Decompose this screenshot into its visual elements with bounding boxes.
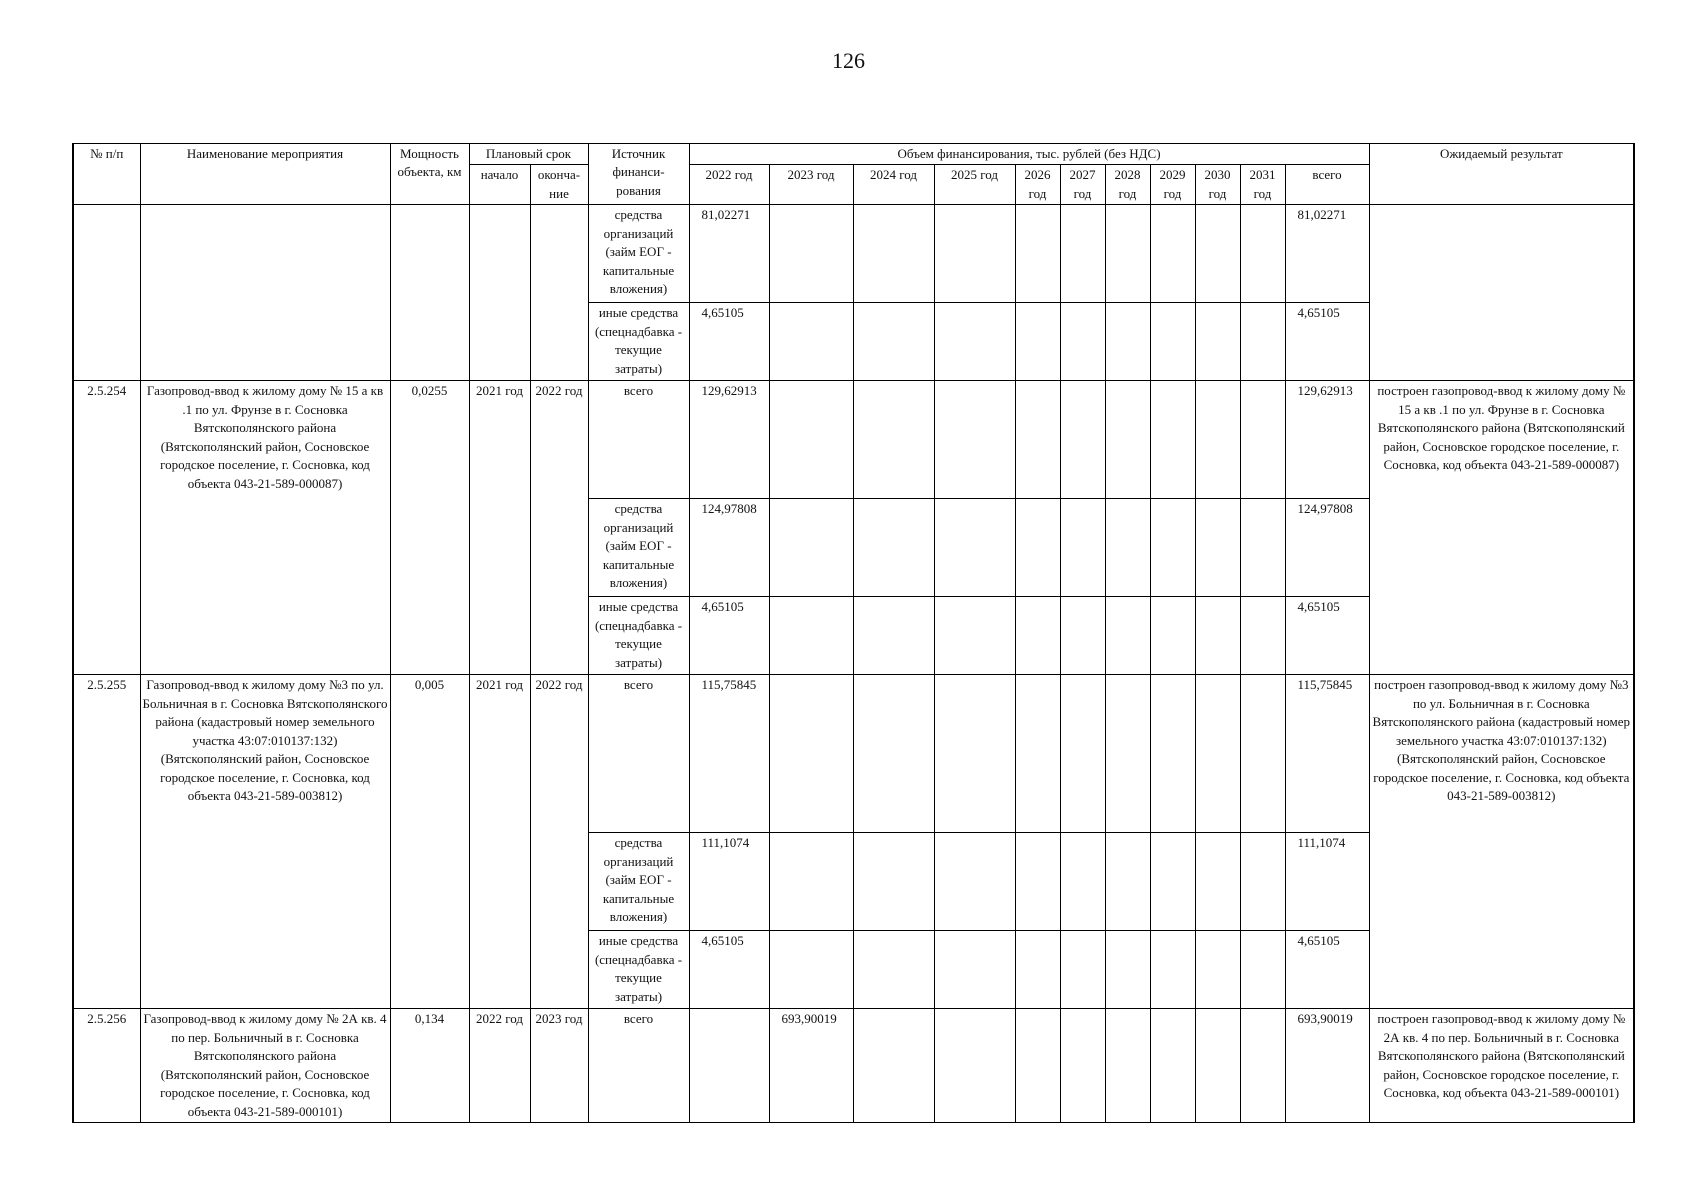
- empty-cell: [1369, 205, 1634, 381]
- col-header-end: оконча-ние: [530, 165, 588, 205]
- source-cell: иные средства (спецнадбавка - текущие затраты): [588, 931, 689, 1009]
- total-cell: 129,62913: [1285, 381, 1369, 499]
- total-cell: 4,65105: [1285, 931, 1369, 1009]
- col-header-name: Наименование мероприятия: [140, 144, 390, 205]
- col-header-year: 2026 год: [1015, 165, 1060, 205]
- item-result: построен газопровод-ввод к жилому дому №3 по ул. Больничная в г. Сосновка Вятскополянского района (кадастровый номер земельного участка 43:07:010137:132) (Вятскополянский район, Сосновское городское поселение, г. Сосновка, код объекта 043-21-589-003812): [1369, 675, 1634, 1009]
- item-end: 2023 год: [530, 1009, 588, 1123]
- item-name: Газопровод-ввод к жилому дому № 2А кв. 4 по пер. Больничный в г. Сосновка Вятскополянского района (Вятскополянский район, Сосновское городское поселение, г. Сосновка, код объекта 043-21-589-000101): [140, 1009, 390, 1123]
- col-header-year: 2028 год: [1105, 165, 1150, 205]
- col-header-year: 2029 год: [1150, 165, 1195, 205]
- page-number: 126: [832, 48, 865, 73]
- col-header-no: № п/п: [73, 144, 140, 205]
- item-capacity: 0,134: [390, 1009, 469, 1123]
- value-cell: 693,90019: [769, 1009, 853, 1123]
- total-cell: 81,02271: [1285, 205, 1369, 303]
- source-cell: всего: [588, 1009, 689, 1123]
- total-cell: 115,75845: [1285, 675, 1369, 833]
- total-cell: 4,65105: [1285, 303, 1369, 381]
- value-cell: 4,65105: [689, 303, 769, 381]
- total-cell: 4,65105: [1285, 597, 1369, 675]
- total-cell: 111,1074: [1285, 833, 1369, 931]
- table-row: [73, 381, 1634, 499]
- col-header-result: Ожидаемый результат: [1369, 144, 1634, 205]
- item-capacity: 0,005: [390, 675, 469, 1009]
- item-name: Газопровод-ввод к жилому дому № 15 а кв .1 по ул. Фрунзе в г. Сосновка Вятскополянского района (Вятскополянский район, Сосновское городское поселение, г. Сосновка, код объекта 043-21-589-000087): [140, 381, 390, 675]
- col-header-year: 2025 год: [934, 165, 1015, 205]
- total-cell: 124,97808: [1285, 499, 1369, 597]
- value-cell: [769, 675, 853, 833]
- value-cell: 115,75845: [689, 675, 769, 833]
- item-number: 2.5.255: [73, 675, 140, 1009]
- value-cell: 124,97808: [689, 499, 769, 597]
- source-cell: всего: [588, 381, 689, 499]
- item-end: 2022 год: [530, 675, 588, 1009]
- item-start: 2021 год: [469, 381, 530, 675]
- value-cell: [769, 381, 853, 499]
- empty-cell: [73, 205, 140, 381]
- col-header-year: 2031 год: [1240, 165, 1285, 205]
- col-header-year: 2030 год: [1195, 165, 1240, 205]
- total-cell: 693,90019: [1285, 1009, 1369, 1123]
- item-end: 2022 год: [530, 381, 588, 675]
- item-capacity: 0,0255: [390, 381, 469, 675]
- empty-cell: [530, 205, 588, 381]
- source-cell: иные средства (спецнадбавка - текущие затраты): [588, 597, 689, 675]
- table-row: [73, 675, 1634, 833]
- funding-table: [72, 143, 1635, 1123]
- source-cell: средства организаций (займ ЕОГ - капитальные вложения): [588, 499, 689, 597]
- col-header-start: начало: [469, 165, 530, 205]
- table-row: [73, 1009, 1634, 1123]
- col-header-year: 2027 год: [1060, 165, 1105, 205]
- empty-cell: [390, 205, 469, 381]
- source-cell: средства организаций (займ ЕОГ - капитальные вложения): [588, 205, 689, 303]
- col-header-source: Источник финанси-рования: [588, 144, 689, 205]
- col-header-year: 2023 год: [769, 165, 853, 205]
- col-header-capacity: Мощность объекта, км: [390, 144, 469, 205]
- value-cell: [689, 1009, 769, 1123]
- value-cell: 4,65105: [689, 597, 769, 675]
- value-cell: 129,62913: [689, 381, 769, 499]
- item-number: 2.5.254: [73, 381, 140, 675]
- item-number: 2.5.256: [73, 1009, 140, 1123]
- source-cell: средства организаций (займ ЕОГ - капитальные вложения): [588, 833, 689, 931]
- table-row: [73, 205, 1634, 303]
- empty-cell: [140, 205, 390, 381]
- value-cell: 4,65105: [689, 931, 769, 1009]
- item-result: построен газопровод-ввод к жилому дому № 2А кв. 4 по пер. Больничный в г. Сосновка Вятскополянского района (Вятскополянский район, Сосновское городское поселение, г. Сосновка, код объекта 043-21-589-000101): [1369, 1009, 1634, 1123]
- value-cell: 111,1074: [689, 833, 769, 931]
- col-header-total: всего: [1285, 165, 1369, 205]
- col-header-planned-term: Плановый срок: [469, 144, 588, 165]
- col-header-year: 2024 год: [853, 165, 934, 205]
- source-cell: иные средства (спецнадбавка - текущие затраты): [588, 303, 689, 381]
- item-result: построен газопровод-ввод к жилому дому № 15 а кв .1 по ул. Фрунзе в г. Сосновка Вятскополянского района (Вятскополянский район, Сосновское городское поселение, г. Сосновка, код объекта 043-21-589-000087): [1369, 381, 1634, 675]
- item-start: 2022 год: [469, 1009, 530, 1123]
- empty-cell: [469, 205, 530, 381]
- col-header-year: 2022 год: [689, 165, 769, 205]
- col-header-funding: Объем финансирования, тыс. рублей (без НДС): [689, 144, 1369, 165]
- item-start: 2021 год: [469, 675, 530, 1009]
- value-cell: 81,02271: [689, 205, 769, 303]
- source-cell: всего: [588, 675, 689, 833]
- item-name: Газопровод-ввод к жилому дому №3 по ул. Больничная в г. Сосновка Вятскополянского района (кадастровый номер земельного участка 43:07:010137:132) (Вятскополянский район, Сосновское городское поселение, г. Сосновка, код объекта 043-21-589-003812): [140, 675, 390, 1009]
